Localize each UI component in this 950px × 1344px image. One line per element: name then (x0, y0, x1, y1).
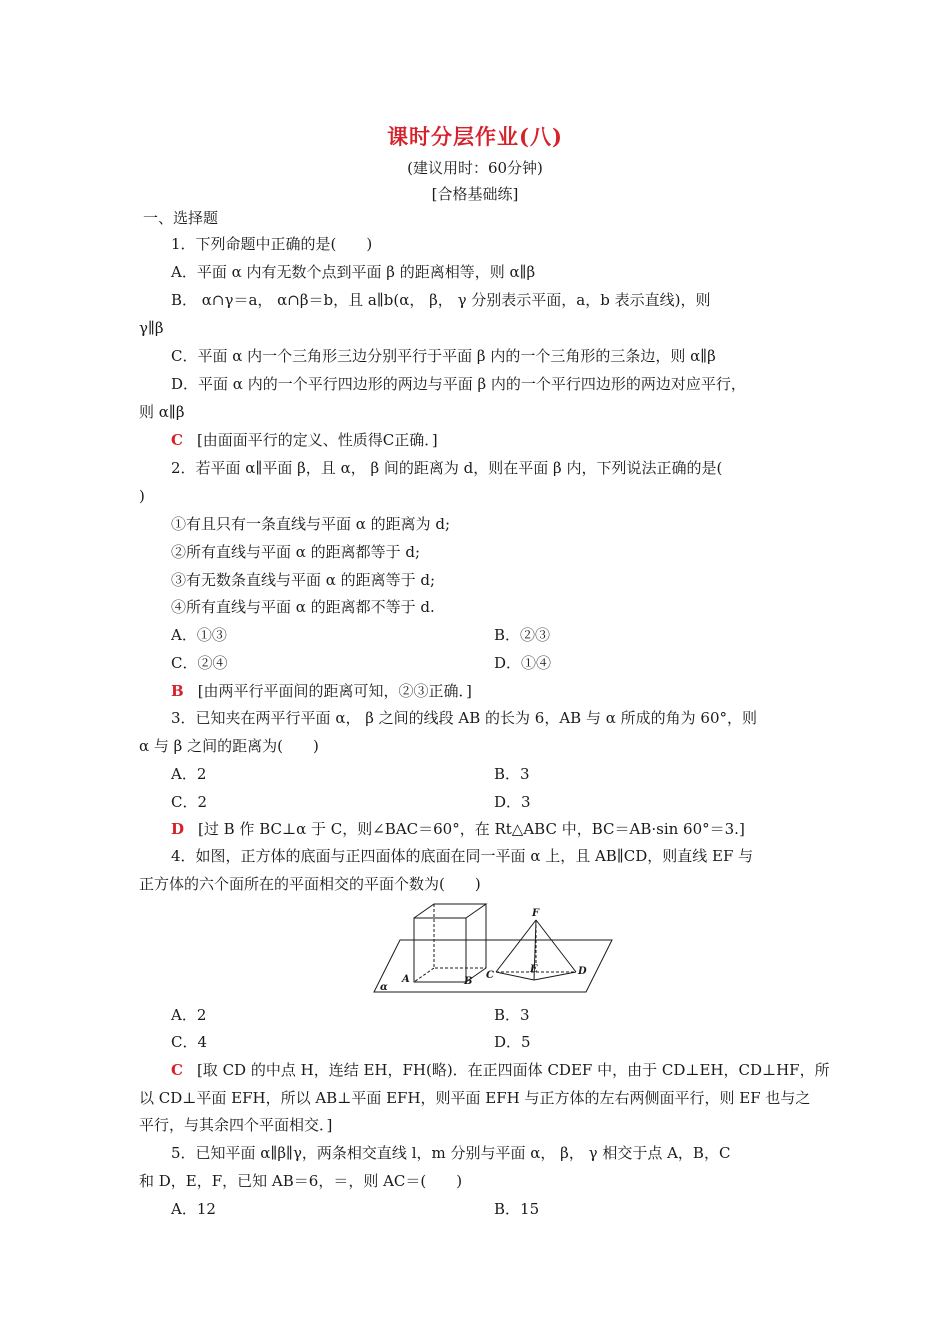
q2-stem-cont: ) (139, 487, 145, 505)
q2-answer: B (171, 682, 184, 700)
q2-option-b: B．②③ (494, 626, 551, 644)
q5-stem-cont: 和 D，E，F，已知 AB＝6，＝，则 AC＝( ) (139, 1172, 463, 1190)
q4-option-b: B．3 (494, 1006, 530, 1024)
label-e: E (530, 964, 538, 975)
q1-option-a: A．平面 α 内有无数个点到平面 β 的距离相等，则 α∥β (171, 263, 536, 281)
q3-stem: 3．已知夹在两平行平面 α， β 之间的线段 AB 的长为 6，AB 与 α 所成的角为 60°，则 (171, 709, 757, 727)
q3-answer-line (171, 819, 745, 839)
q4-answer: C (171, 1061, 183, 1079)
q5-option-b: B．15 (494, 1200, 540, 1218)
q4-answer-line (171, 1060, 830, 1080)
q2-option-c: C．②④ (171, 654, 228, 672)
q3-explanation: [过 B 作 BC⊥α 于 C，则∠BAC＝60°，在 Rt△ABC 中，BC＝AB·sin 60°＝3.] (198, 820, 745, 838)
q2-statement-3: ③有无数条直线与平面 α 的距离等于 d; (171, 571, 436, 589)
q1-option-b-cont: γ∥β (139, 319, 164, 337)
q4-stem: 4．如图，正方体的底面与正四面体的底面在同一平面 α 上，且 AB∥CD，则直线 EF 与 (171, 847, 754, 865)
q3-stem-cont: α 与 β 之间的距离为( ) (139, 737, 319, 755)
q2-statement-2: ②所有直线与平面 α 的距离都等于 d; (171, 543, 421, 561)
q4-stem-cont: 正方体的六个面所在的平面相交的平面个数为( ) (139, 875, 481, 893)
q2-answer-line (171, 681, 472, 701)
q4-option-c: C．4 (171, 1033, 208, 1051)
q3-answer: D (171, 820, 185, 838)
level-label: [合格基础练] (431, 185, 519, 203)
q4-explanation-cont-1: 以 CD⊥平面 EFH，所以 AB⊥平面 EFH，则平面 EFH 与正方体的左右两侧面平行，则 EF 也与之 (139, 1089, 811, 1107)
q2-statement-4: ④所有直线与平面 α 的距离都不等于 d. (171, 598, 435, 616)
label-alpha: α (380, 982, 388, 993)
q3-option-a: A．2 (171, 765, 207, 783)
q2-statement-1: ①有且只有一条直线与平面 α 的距离为 d; (171, 515, 451, 533)
q1-option-d: D．平面 α 内的一个平行四边形的两边与平面 β 内的一个平行四边形的两边对应平行， (171, 375, 746, 393)
label-a: A (402, 974, 410, 985)
q2-explanation: [由两平行平面间的距离可知，②③正确．] (197, 682, 472, 700)
q2-stem: 2．若平面 α∥平面 β，且 α， β 间的距离为 d，则在平面 β 内，下列说法正确的是( (171, 459, 723, 477)
q3-option-c: C．2 (171, 793, 208, 811)
q1-answer-line (171, 430, 438, 450)
section-heading: 一、选择题 (143, 209, 219, 227)
q4-explanation-cont-2: 平行，与其余四个平面相交．] (139, 1116, 333, 1134)
q3-option-b: B．3 (494, 765, 530, 783)
time-suggestion: (建议用时：60分钟) (407, 159, 543, 177)
q1-stem: 1．下列命题中正确的是( ) (171, 235, 373, 253)
page-title: 课时分层作业(八) (387, 124, 563, 149)
q1-option-b: B． α∩γ＝a， α∩β＝b，且 a∥b(α， β， γ 分别表示平面，a，b 表示直线)，则 (171, 291, 711, 309)
q2-option-d: D．①④ (494, 654, 552, 672)
label-b: B (464, 976, 473, 987)
q3-option-d: D．3 (494, 793, 531, 811)
q4-explanation: [取 CD 的中点 H，连结 EH，FH(略)．在正四面体 CDEF 中，由于 CD⊥EH，CD⊥HF，所 (196, 1061, 830, 1079)
q2-option-a: A．①③ (171, 626, 227, 644)
q1-option-d-cont: 则 α∥β (139, 403, 185, 421)
edge-fd (536, 920, 576, 972)
q5-stem: 5．已知平面 α∥β∥γ，两条相交直线 l，m 分别与平面 α， β， γ 相交于点 A，B，C (171, 1144, 731, 1162)
q1-option-c: C．平面 α 内一个三角形三边分别平行于平面 β 内的一个三角形的三条边，则 α∥β (171, 347, 716, 365)
label-d: D (578, 966, 587, 977)
q4-option-a: A．2 (171, 1006, 207, 1024)
q5-option-a: A．12 (171, 1200, 216, 1218)
q1-explanation: [由面面平行的定义、性质得C正确．] (196, 431, 438, 449)
geometry-diagram (372, 900, 616, 996)
cube-tetrahedron-figure (372, 900, 616, 996)
q1-answer: C (171, 431, 183, 449)
cube-front-face (414, 918, 466, 982)
label-c: C (486, 970, 494, 981)
q4-option-d: D．5 (494, 1033, 531, 1051)
label-f: F (532, 908, 540, 919)
